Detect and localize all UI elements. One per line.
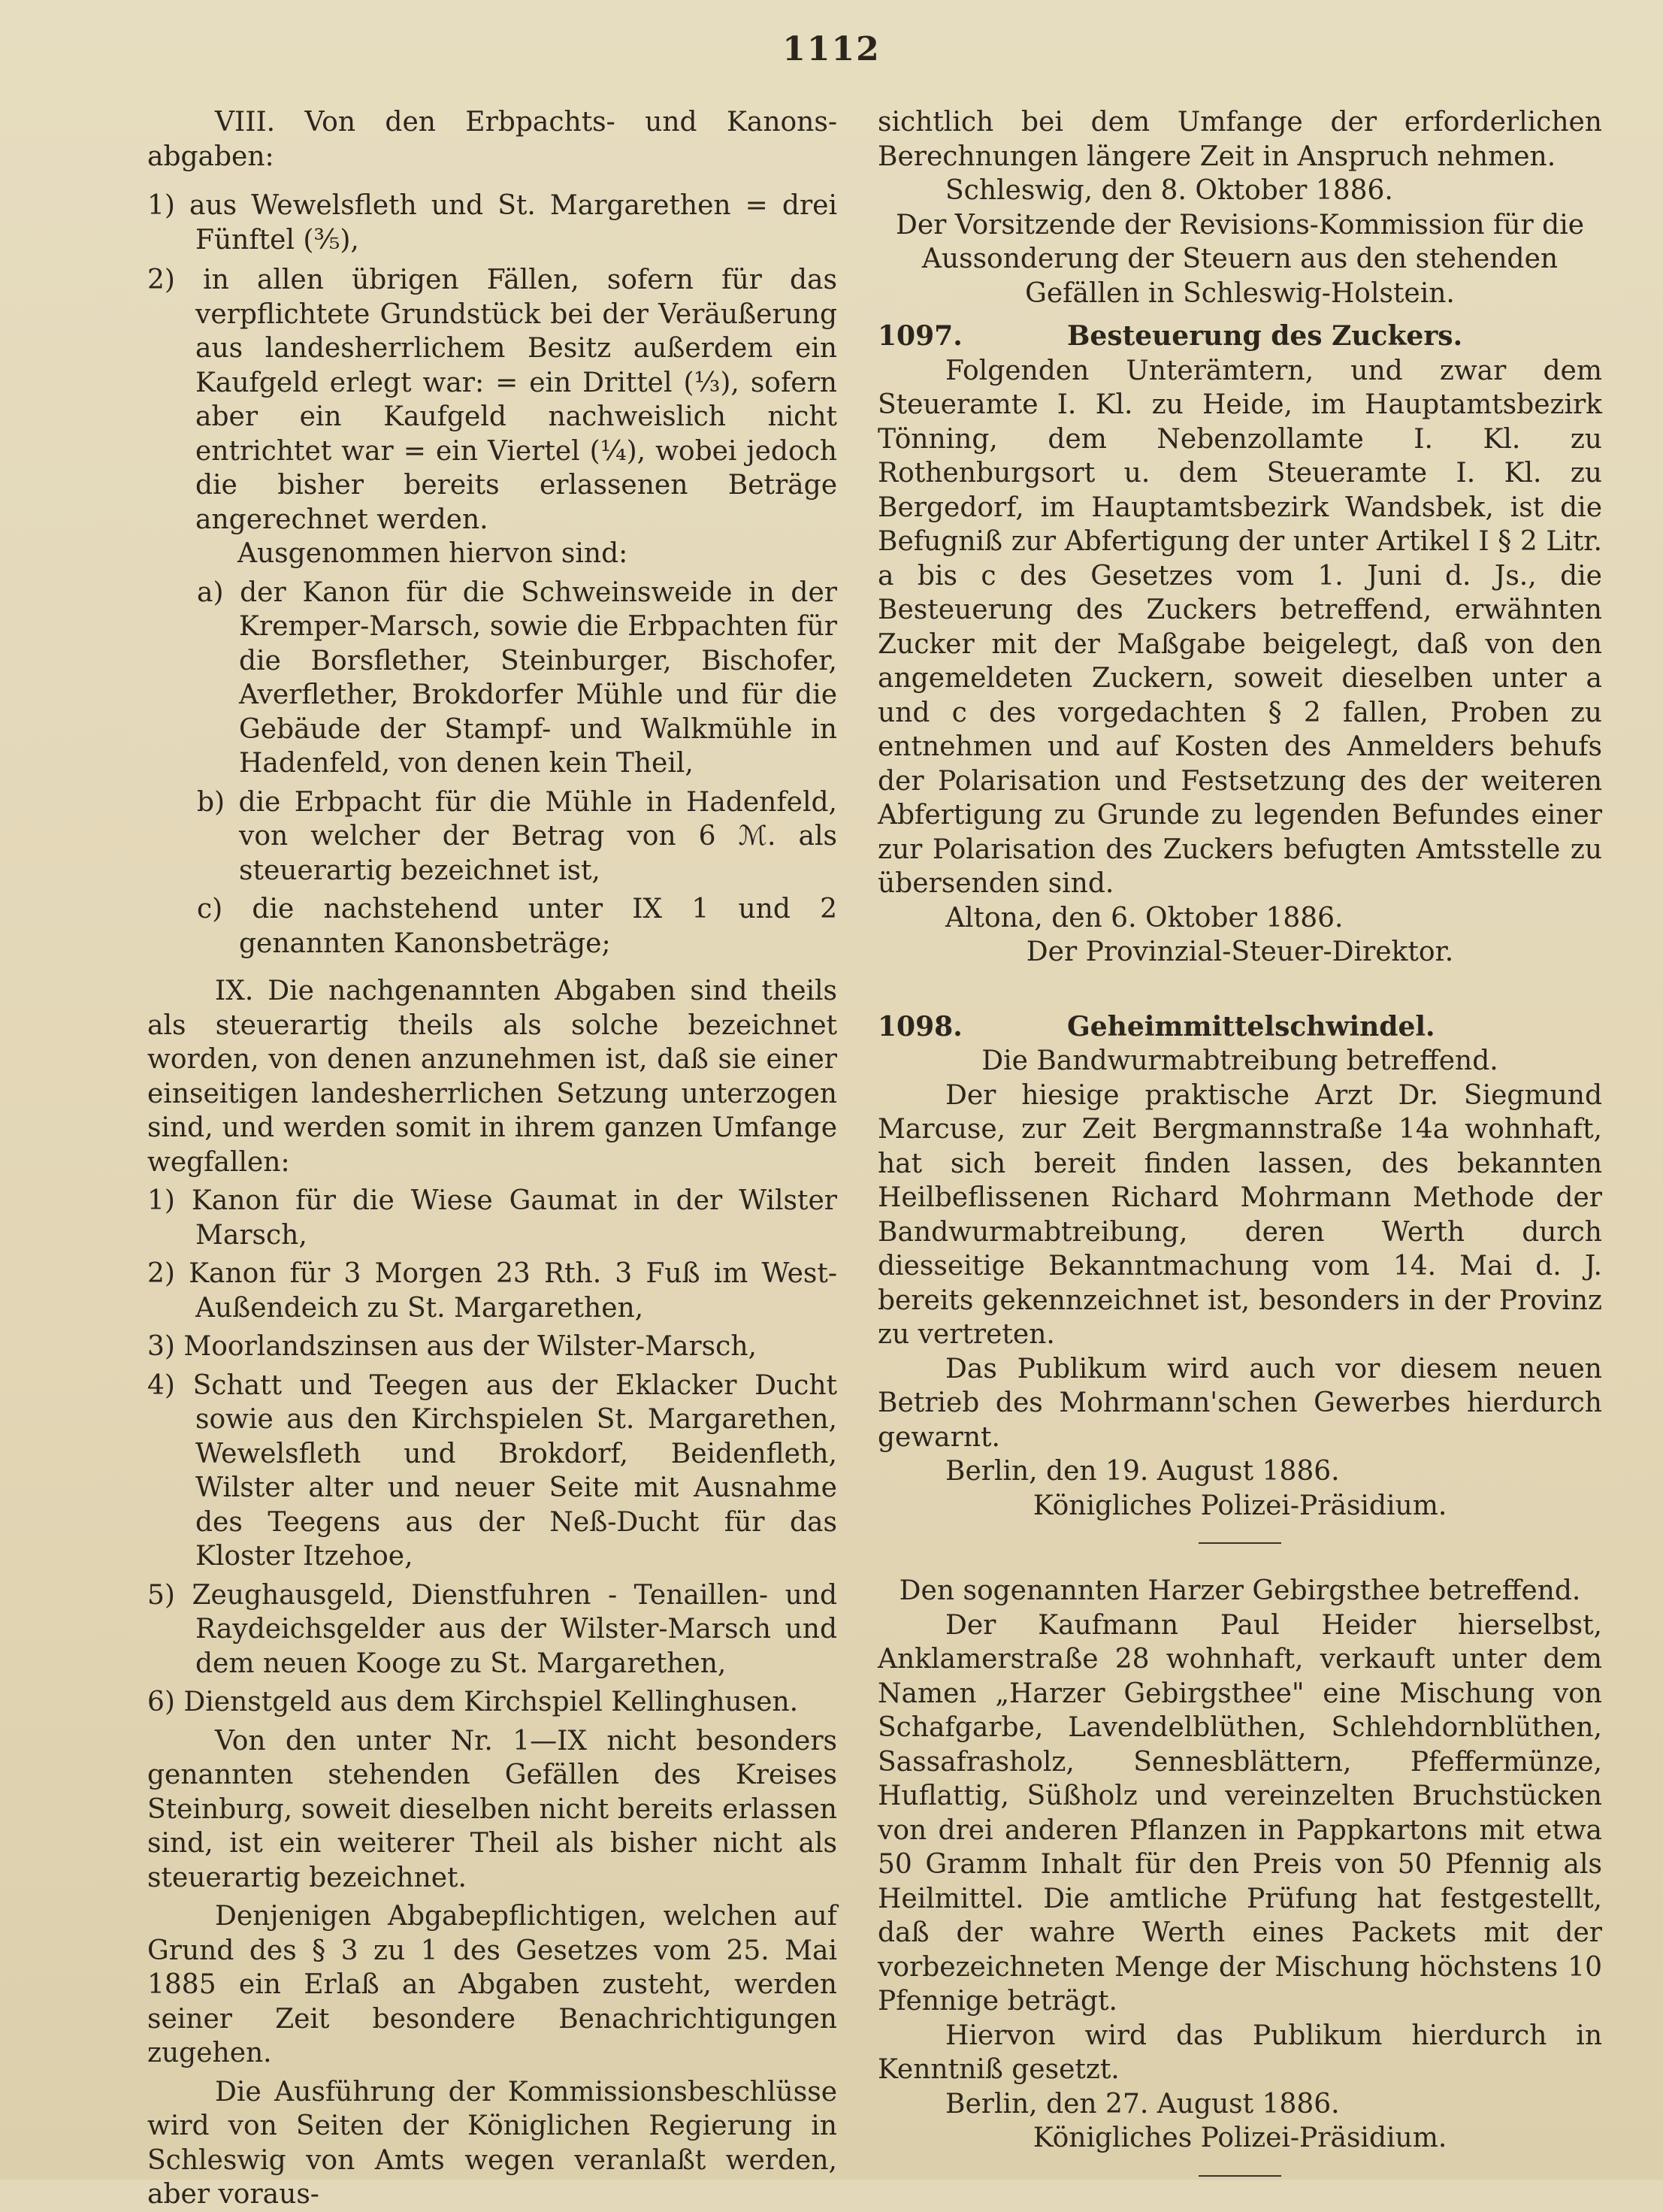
continued-signature: Der Vorsitzende der Revisions-Kommission für die Aussonderung der Steuern aus den stehenden Gefällen in Schleswig-Holstein. — [895, 209, 1585, 309]
harz-notice-signature: Königliches Polizei-Präsidium. — [1033, 2123, 1447, 2153]
notice-1098-warning: Das Publikum wird auch vor diesem neuen Betrieb des Mohrmann'schen Gewerbes hierdurch gewarnt. — [878, 1353, 1602, 1453]
section-ix-item-6: 6) Dienstgeld aus dem Kirchspiel Kellinghusen. — [147, 1687, 799, 1717]
notice-1098-heading — [878, 1010, 1602, 1045]
notice-1097-place-date: Altona, den 6. Oktober 1886. — [945, 902, 1344, 934]
end-divider — [1199, 2175, 1281, 2177]
notice-1097-heading — [878, 319, 1602, 354]
section-viii-item-2: 2) in allen übrigen Fällen, sofern für das verpflichtete Grundstück bei der Veräußerung aus landesherrlichem Besitz außerdem ein Kaufgeld erlegt war: = ein Drittel (⅓), sofern aber ein Kaufgeld nachweislich nicht entrichtet war = ein Viertel (¼), wobei jedoch die bisher bereits erlassenen Beträge angerechnet werden. — [147, 265, 837, 535]
right-column — [878, 105, 1602, 2196]
paragraph-further-part: Von den unter Nr. 1—IX nicht besonders genannten stehenden Gefällen des Kreises Steinburg, soweit dieselben nicht bereits erlassen sind, ist ein weiterer Theil als bisher nicht als steuerartig bezeichnet. — [147, 1725, 837, 1893]
notice-1097-body: Folgenden Unterämtern, und zwar dem Steueramte I. Kl. zu Heide, im Hauptamtsbezirk Tönning, dem Nebenzollamte I. Kl. zu Rothenburgsort u. dem Steueramte I. Kl. zu Bergedorf, im Hauptamtsbezirk Wandsbek, ist die Befugniß zur Abfertigung der unter Artikel I § 2 Litr. a bis c des Gesetzes vom 1. Juni d. Js., die Besteuerung des Zuckers betreffend, erwähnten Zucker mit der Maßgabe beigelegt, daß von den angemeldeten Zuckern, soweit dieselben unter a und c des vorgedachten § 2 fallen, Proben zu entnehmen und auf Kosten des Anmelders behufs der Polarisation und Festsetzung des der weiteren Abfertigung zu Grunde zu legenden Befundes einer zur Polarisation des Zuckers befugten Amtsstelle zu übersenden sind. — [878, 355, 1602, 899]
notice-1097-title: Besteuerung des Zuckers. — [1067, 320, 1463, 352]
section-ix-intro: IX. Die nachgenannten Abgaben sind theils als steuerartig theils als solche bezeichnet worden, von denen anzunehmen ist, daß sie einer einseitigen landesherrlichen Setzung unterzogen sind, und werden somit in ihrem ganzen Umfange wegfallen: — [147, 976, 837, 1178]
section-viii-item-1: 1) aus Wewelsfleth und St. Margarethen = drei Fünftel (⅗), — [147, 190, 837, 256]
section-ix-item-3: 3) Moorlandszinsen aus der Wilster-Marsch, — [147, 1331, 757, 1362]
section-viii-exception-b: b) die Erbpacht für die Mühle in Hadenfeld, von welcher der Betrag von 6 ℳ. als steuerartig bezeichnet ist, — [197, 786, 837, 886]
notice-1097-number: 1097. — [878, 320, 963, 352]
notice-1098-body: Der hiesige praktische Arzt Dr. Siegmund Marcuse, zur Zeit Bergmannstraße 14a wohnhaft, hat sich bereit finden lassen, des bekannten Heilbeflissenen Richard Mohrmann Methode der Bandwurmabtreibung, deren Werth durch diesseitige Bekanntmachung vom 14. Mai d. J. bereits gekennzeichnet ist, besonders in der Provinz zu vertreten. — [878, 1079, 1602, 1350]
harz-notice-closing: Hiervon wird das Publikum hierdurch in Kenntniß gesetzt. — [878, 2020, 1602, 2085]
paragraph-notifications: Denjenigen Abgabepflichtigen, welchen auf Grund des § 3 zu 1 des Gesetzes vom 25. Mai 1885 ein Erlaß an Abgaben zusteht, werden seiner Zeit besondere Benachrichtigungen zugehen. — [147, 1901, 837, 2068]
harz-notice-body: Der Kaufmann Paul Heider hierselbst, Anklamerstraße 28 wohnhaft, verkauft unter dem Namen „Harzer Gebirgsthee" eine Mischung von Schafgarbe, Lavendelblüthen, Schlehdornblüthen, Sassafrasholz, Sennesblättern, Pfeffermünze, Huflattig, Süßholz und vereinzelten Bruchstücken von drei anderen Pflanzen in Pappkartons mit etwa 50 Gramm Inhalt für den Preis von 50 Pfennig als Heilmittel. Die amtliche Prüfung hat festgestellt, daß der wahre Werth eines Packets mit der vorbezeichneten Menge der Mischung höchstens 10 Pfennige beträgt. — [878, 1609, 1602, 2017]
paragraph-execution: Die Ausführung der Kommissionsbeschlüsse wird von Seiten der Königlichen Regierung in Schleswig von Amts wegen veranlaßt werden, aber voraus- — [147, 2076, 837, 2210]
notice-1098-signature: Königliches Polizei-Präsidium. — [1033, 1490, 1447, 1521]
spacer — [878, 970, 1602, 1001]
section-viii-exception-a: a) der Kanon für die Schweinsweide in der Kremper-Marsch, sowie die Erbpachten für die Borsflether, Steinburger, Bischofer, Averflether, Brokdorfer Mühle und für die Gebäude der Stampf- und Walkmühle in Hadenfeld, von denen kein Theil, — [197, 576, 837, 779]
section-viii-intro: VIII. Von den Erbpachts- und Kanons-abgaben: — [147, 107, 837, 172]
notice-1098-subtitle: Die Bandwurmabtreibung betreffend. — [981, 1045, 1498, 1076]
continued-place-date: Schleswig, den 8. Oktober 1886. — [945, 175, 1393, 206]
notice-1098-place-date: Berlin, den 19. August 1886. — [945, 1456, 1340, 1487]
page-number: 1112 — [782, 30, 881, 68]
notice-1098-number: 1098. — [878, 1010, 963, 1042]
section-ix-item-1: 1) Kanon für die Wiese Gaumat in der Wilster Marsch, — [147, 1185, 837, 1251]
section-viii-exceptions-label: Ausgenommen hiervon sind: — [237, 538, 628, 569]
harz-notice-title: Den sogenannten Harzer Gebirgsthee betreffend. — [899, 1575, 1581, 1606]
section-viii-exception-c: c) die nachstehend unter IX 1 und 2 genannten Kanonsbeträge; — [197, 894, 837, 959]
notice-1097-signature: Der Provinzial-Steuer-Direktor. — [1026, 937, 1454, 967]
notice-1098-title: Geheimmittelschwindel. — [1067, 1010, 1435, 1042]
left-column — [147, 105, 837, 2212]
continued-paragraph: sichtlich bei dem Umfange der erforderlichen Berechnungen längere Zeit in Anspruch nehmen. — [878, 107, 1602, 172]
section-ix-item-4: 4) Schatt und Teegen aus der Eklacker Ducht sowie aus den Kirchspielen St. Margarethen, Wewelsfleth und Brokdorf, Beidenfleth, Wilster alter und neuer Seite mit Ausnahme des Teegens aus der Neß-Ducht für das Kloster Itzehoe, — [147, 1369, 837, 1572]
section-ix-item-2: 2) Kanon für 3 Morgen 23 Rth. 3 Fuß im West-Außendeich zu St. Margarethen, — [147, 1258, 837, 1324]
harz-notice-place-date: Berlin, den 27. August 1886. — [945, 2088, 1340, 2120]
section-ix-item-5: 5) Zeughausgeld, Dienstfuhren - Tenaillen- und Raydeichsgelder aus der Wilster-Marsch und dem neuen Kooge zu St. Margarethen, — [147, 1579, 837, 1679]
section-divider — [1199, 1542, 1281, 1544]
